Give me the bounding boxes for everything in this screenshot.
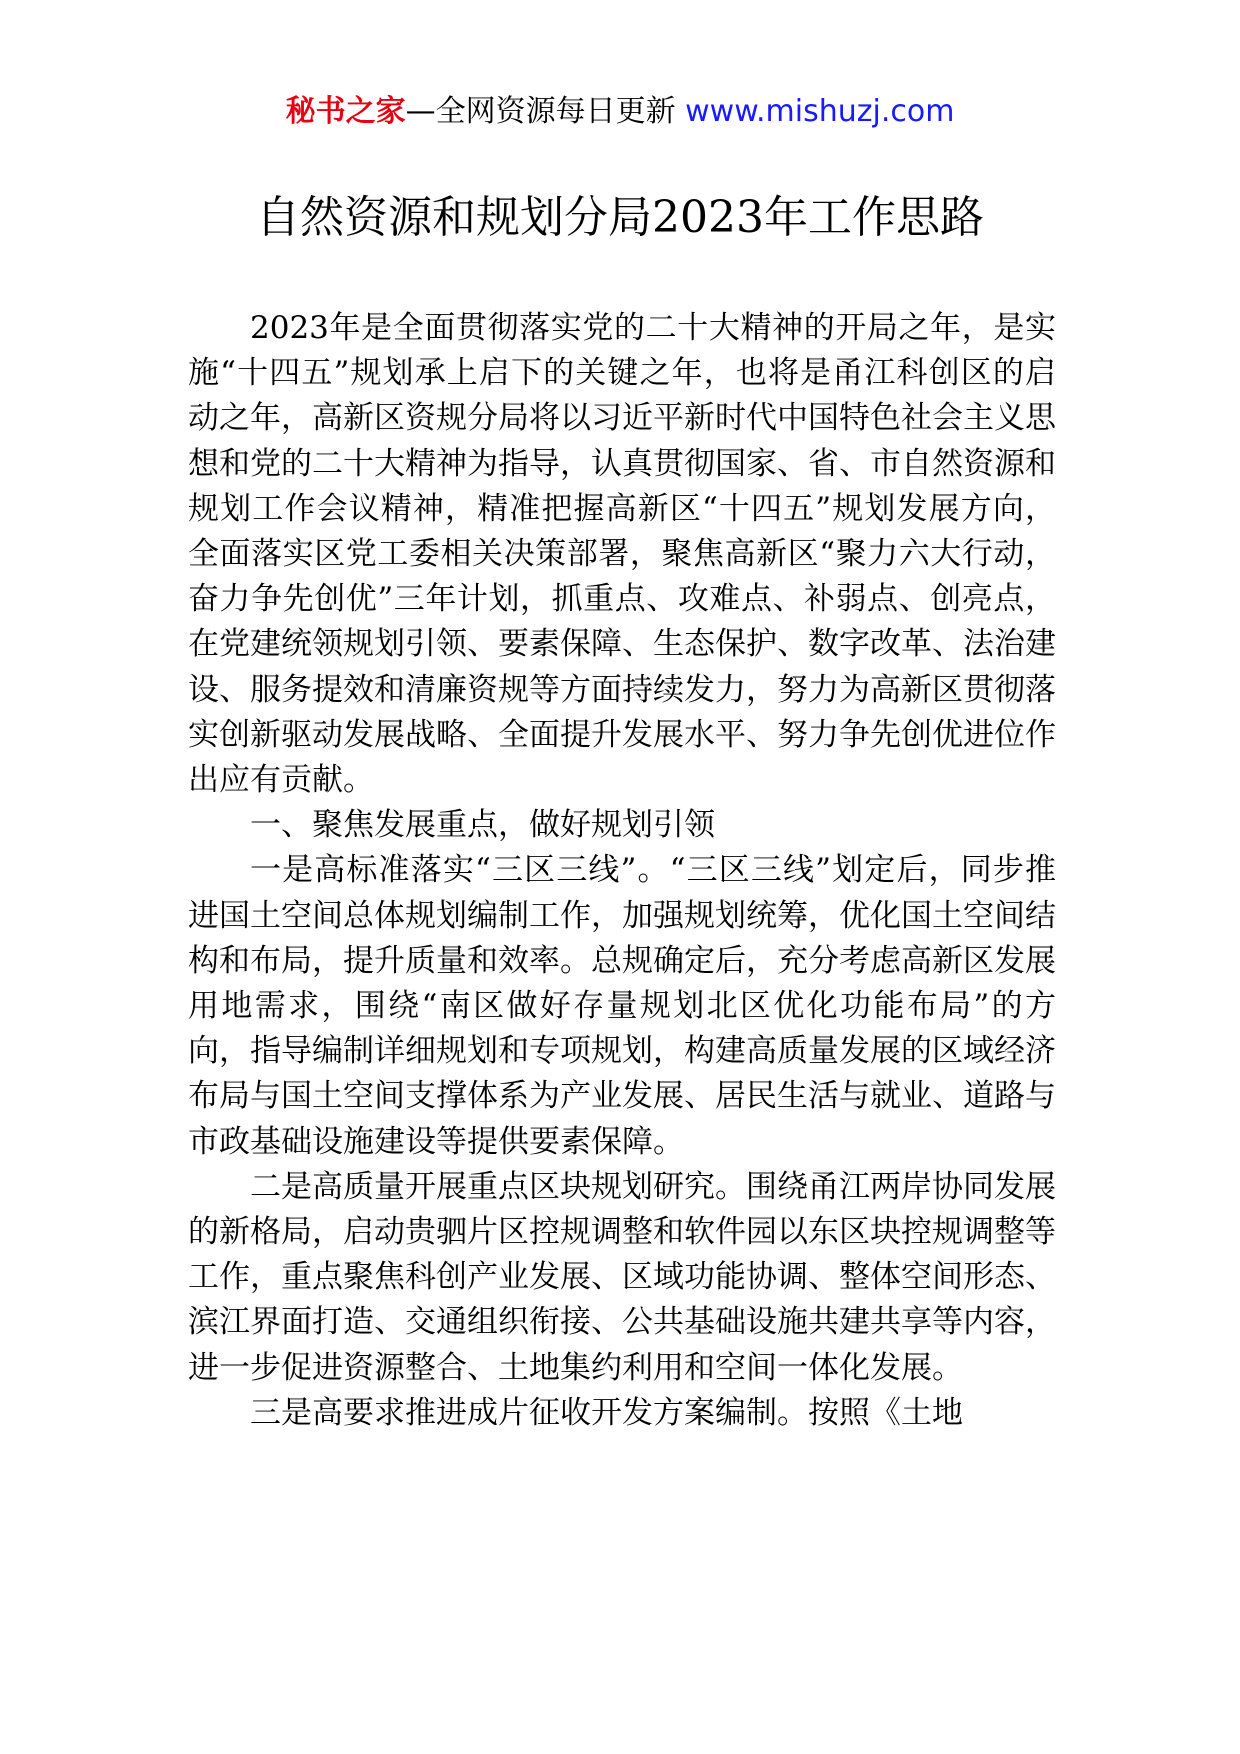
body-paragraph-2: 二是高质量开展重点区块规划研究。围绕甬江两岸协同发展的新格局，启动贵驷片区控规调整和软件园以东区块控规调整等工作，重点聚焦科创产业发展、区域功能协调、整体空间形态、滨江界面打造、交通组织衔接、公共基础设施共建共享等内容，进一步促进资源整合、土地集约利用和空间一体化发展。 xyxy=(188,1168,1056,1386)
section-heading-1: 一、聚焦发展重点，做好规划引领 xyxy=(250,807,715,844)
body-paragraph-3: 三是高要求推进成片征收开发方案编制。按照《土地 xyxy=(250,1394,963,1431)
brand-name: 秘书之家 xyxy=(285,94,406,129)
body-paragraph-1: 一是高标准落实“三区三线”。“三区三线”划定后，同步推进国土空间总体规划编制工作，加强规划统筹，优化国土空间结构和布局，提升质量和效率。总规确定后，充分考虑高新区发展用地需求，围绕“南区做好存量规划北区优化功能布局”的方向，指导编制详细规划和专项规划，构建高质量发展的区域经济布局与国土空间支撑体系为产业发展、居民生活与就业、道路与市政基础设施建设等提供要素保障。 xyxy=(188,852,1056,1160)
banner-tagline: —全网资源每日更新 xyxy=(405,94,676,129)
site-url-link[interactable]: www.mishuzj.com xyxy=(685,94,955,129)
site-banner xyxy=(0,92,1240,132)
document-body xyxy=(188,306,1056,1436)
document-title: 自然资源和规划分局2023年工作思路 xyxy=(256,192,984,243)
intro-paragraph: 2023年是全面贯彻落实党的二十大精神的开局之年，是实施“十四五”规划承上启下的关键之年，也将是甬江科创区的启动之年，高新区资规分局将以习近平新时代中国特色社会主义思想和党的二十大精神为指导，认真贯彻国家、省、市自然资源和规划工作会议精神，精准把握高新区“十四五”规划发展方向，全面落实区党工委相关决策部署，聚焦高新区“聚力六大行动，奋力争先创优”三年计划，抓重点、攻难点、补弱点、创亮点，在党建统领规划引领、要素保障、生态保护、数字改革、法治建设、服务提效和清廉资规等方面持续发力，努力为高新区贯彻落实创新驱动发展战略、全面提升发展水平、努力争先创优进位作出应有贡献。 xyxy=(188,310,1056,799)
